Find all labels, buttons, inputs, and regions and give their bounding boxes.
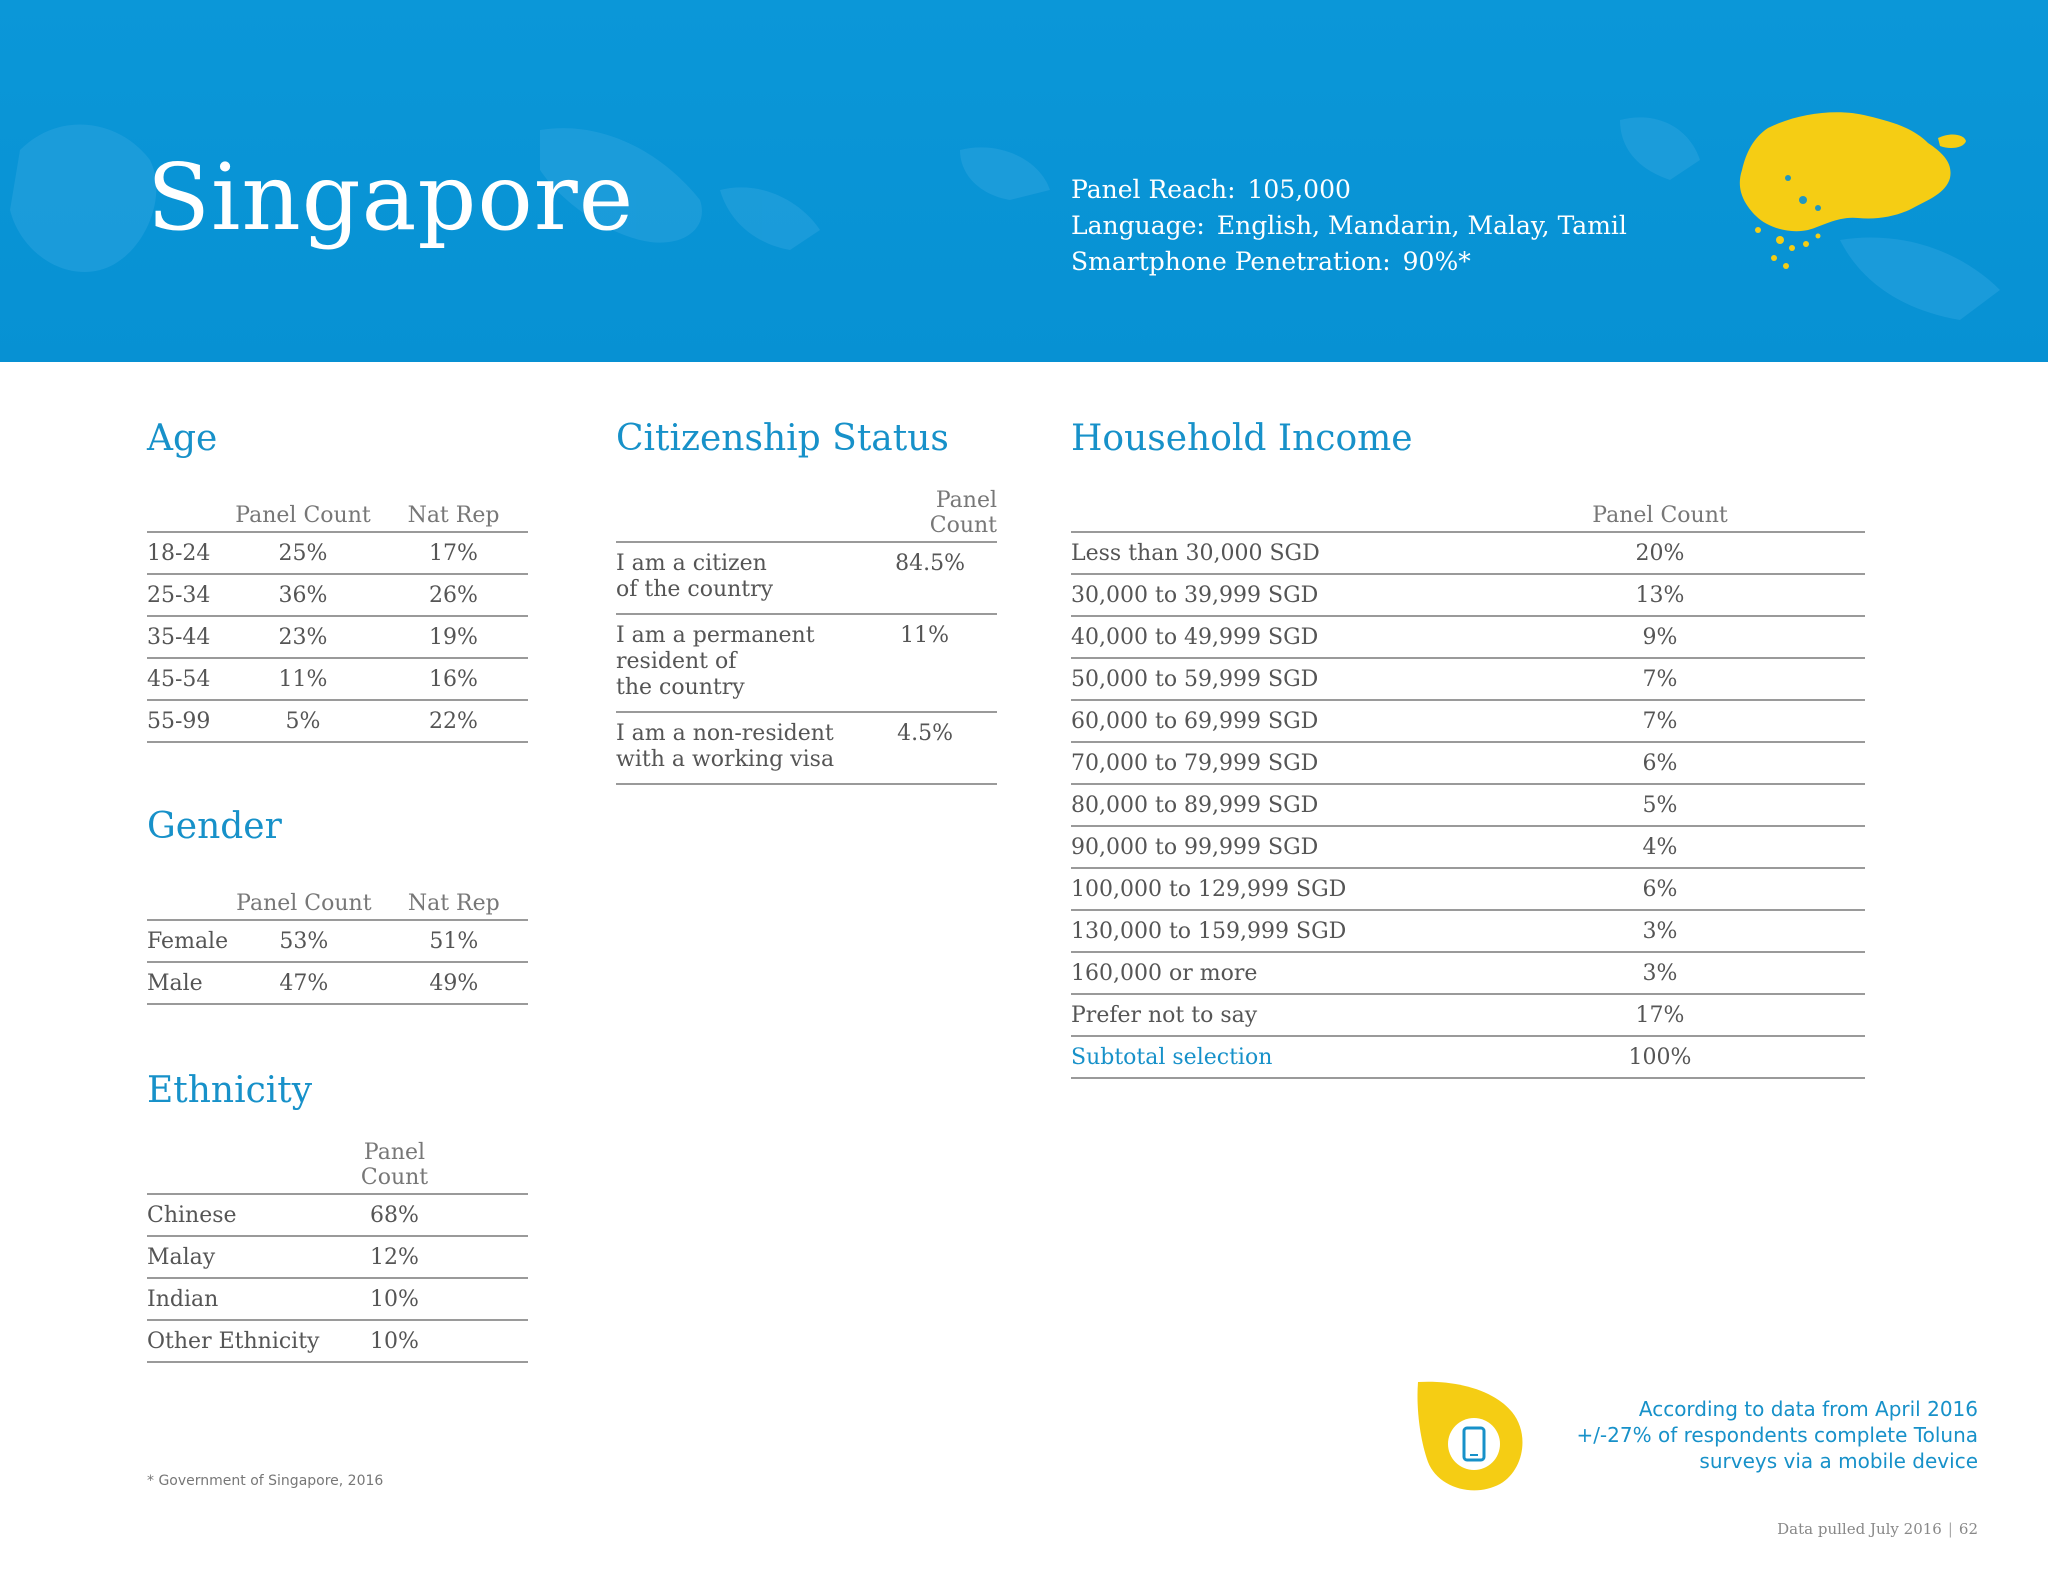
fact-label: Language:	[1071, 211, 1205, 240]
table-row	[1071, 616, 1865, 658]
empty-cell	[1749, 868, 1865, 910]
row-label: 18-24	[147, 532, 227, 574]
nat-rep-cell: 19%	[379, 616, 528, 658]
table-row	[1071, 868, 1865, 910]
empty-cell	[1749, 826, 1865, 868]
panel-count-cell: 5%	[227, 700, 379, 742]
panel-count-cell: 17%	[1571, 994, 1749, 1036]
column-header-blank	[147, 1140, 337, 1194]
row-label: Indian	[147, 1278, 337, 1320]
row-label-line: I am a permanent	[616, 623, 815, 648]
table-row	[147, 616, 528, 658]
column-header-blank	[616, 488, 866, 542]
empty-cell	[1749, 742, 1865, 784]
empty-cell	[1749, 952, 1865, 994]
empty-cell	[1749, 1036, 1865, 1078]
table-header-row	[147, 1140, 528, 1194]
fact-label: Panel Reach:	[1071, 175, 1236, 204]
household-income-title: Household Income	[1071, 418, 1413, 459]
empty-cell	[452, 1320, 528, 1362]
row-label: 30,000 to 39,999 SGD	[1071, 574, 1571, 616]
table-header-row	[147, 488, 528, 532]
table-row	[1071, 784, 1865, 826]
subtotal-row	[1071, 1036, 1865, 1078]
row-label: 160,000 or more	[1071, 952, 1571, 994]
empty-cell	[1749, 910, 1865, 952]
subtotal-label: Subtotal selection	[1071, 1036, 1571, 1078]
footnote: * Government of Singapore, 2016	[147, 1473, 384, 1489]
row-label: Prefer not to say	[1071, 994, 1571, 1036]
nat-rep-cell: 22%	[379, 700, 528, 742]
table-row	[1071, 952, 1865, 994]
ethnicity-table	[147, 1140, 528, 1363]
empty-cell	[1749, 532, 1865, 574]
table-row	[147, 574, 528, 616]
panel-count-cell: 5%	[1571, 784, 1749, 826]
row-label: Other Ethnicity	[147, 1320, 337, 1362]
column-header-blank	[1749, 488, 1865, 532]
table-row	[1071, 658, 1865, 700]
household-income-table	[1071, 488, 1865, 1079]
age-table	[147, 488, 528, 743]
row-label: 70,000 to 79,999 SGD	[1071, 742, 1571, 784]
row-label-line: I am a non-resident	[616, 721, 834, 746]
row-label	[616, 712, 866, 784]
table-row	[1071, 826, 1865, 868]
nat-rep-cell: 17%	[379, 532, 528, 574]
panel-count-cell: 13%	[1571, 574, 1749, 616]
table-row	[147, 1194, 528, 1236]
page-number: 62	[1958, 1520, 1978, 1538]
nat-rep-cell: 26%	[379, 574, 528, 616]
panel-facts	[1071, 172, 1627, 280]
panel-count-cell: 12%	[337, 1236, 452, 1278]
panel-count-cell: 20%	[1571, 532, 1749, 574]
table-row	[1071, 994, 1865, 1036]
row-label	[616, 542, 866, 614]
nat-rep-cell: 49%	[380, 962, 528, 1004]
empty-cell	[452, 1278, 528, 1320]
subtotal-value: 100%	[1571, 1036, 1749, 1078]
mobile-device-icon	[1412, 1378, 1528, 1494]
table-row	[1071, 742, 1865, 784]
table-row	[616, 614, 997, 712]
panel-count-cell: 23%	[227, 616, 379, 658]
column-header-blank	[1071, 488, 1571, 532]
panel-count-cell: 6%	[1571, 742, 1749, 784]
panel-count-cell: 36%	[227, 574, 379, 616]
footer-separator: |	[1947, 1520, 1953, 1538]
table-row	[147, 1320, 528, 1362]
fact-panel-reach	[1071, 172, 1627, 208]
empty-cell	[1749, 700, 1865, 742]
table-row	[1071, 532, 1865, 574]
table-header-row	[147, 876, 528, 920]
fact-language	[1071, 208, 1627, 244]
table-row	[147, 658, 528, 700]
table-row	[147, 700, 528, 742]
row-label: Chinese	[147, 1194, 337, 1236]
table-row	[616, 712, 997, 784]
column-header-blank	[452, 1140, 528, 1194]
data-pulled-note: Data pulled July 2016	[1777, 1520, 1942, 1538]
table-row	[1071, 700, 1865, 742]
column-header-nat-rep: Nat Rep	[407, 891, 500, 916]
mobile-note-line: surveys via a mobile device	[1699, 1449, 1978, 1473]
row-label: 55-99	[147, 700, 227, 742]
citizenship-title: Citizenship Status	[616, 418, 949, 459]
row-label-line: I am a citizen	[616, 551, 767, 576]
panel-count-cell: 7%	[1571, 658, 1749, 700]
table-row	[147, 962, 528, 1004]
panel-count-cell: 3%	[1571, 910, 1749, 952]
table-row	[1071, 910, 1865, 952]
panel-count-cell: 53%	[228, 920, 379, 962]
row-label: 50,000 to 59,999 SGD	[1071, 658, 1571, 700]
gender-table	[147, 876, 528, 1005]
panel-count-cell: 9%	[1571, 616, 1749, 658]
table-row	[147, 1236, 528, 1278]
row-label: Malay	[147, 1236, 337, 1278]
panel-count-cell: 47%	[228, 962, 379, 1004]
table-row	[1071, 574, 1865, 616]
column-header-panel-count: Panel Count	[235, 503, 371, 528]
gender-title: Gender	[147, 806, 282, 847]
country-title: Singapore	[147, 144, 635, 251]
fact-value: English, Mandarin, Malay, Tamil	[1216, 211, 1627, 240]
mobile-note	[1518, 1396, 1978, 1474]
row-label: 100,000 to 129,999 SGD	[1071, 868, 1571, 910]
nat-rep-cell: 16%	[379, 658, 528, 700]
row-label	[616, 614, 866, 712]
column-header-blank	[147, 876, 228, 920]
mobile-note-line: According to data from April 2016	[1638, 1397, 1978, 1421]
citizenship-table	[616, 488, 997, 785]
empty-cell	[452, 1236, 528, 1278]
column-header-blank	[147, 488, 227, 532]
fact-value: 105,000	[1247, 175, 1351, 204]
panel-count-cell: 11%	[227, 658, 379, 700]
table-row	[616, 542, 997, 614]
panel-count-cell: 84.5%	[866, 542, 997, 614]
column-header-nat-rep: Nat Rep	[407, 503, 500, 528]
ethnicity-title: Ethnicity	[147, 1070, 313, 1111]
age-title: Age	[147, 418, 218, 459]
panel-count-cell: 10%	[337, 1278, 452, 1320]
row-label-line: of the country	[616, 577, 774, 602]
fact-value: 90%*	[1402, 247, 1471, 276]
row-label: 35-44	[147, 616, 227, 658]
panel-count-cell: 7%	[1571, 700, 1749, 742]
row-label: 60,000 to 69,999 SGD	[1071, 700, 1571, 742]
column-header-panel-count: Panel Count	[360, 1140, 429, 1190]
row-label-line: resident of	[616, 649, 737, 674]
table-row	[147, 920, 528, 962]
column-header-panel-count: Panel Count	[929, 488, 997, 538]
panel-count-cell: 11%	[866, 614, 997, 712]
fact-smartphone-penetration	[1071, 244, 1627, 280]
page-footer	[1777, 1520, 1978, 1538]
fact-label: Smartphone Penetration:	[1071, 247, 1391, 276]
row-label: Less than 30,000 SGD	[1071, 532, 1571, 574]
row-label-line: the country	[616, 675, 745, 700]
table-row	[147, 1278, 528, 1320]
empty-cell	[1749, 658, 1865, 700]
column-header-panel-count: Panel Count	[236, 891, 372, 916]
row-label: 130,000 to 159,999 SGD	[1071, 910, 1571, 952]
panel-count-cell: 6%	[1571, 868, 1749, 910]
column-header-panel-count: Panel Count	[1592, 503, 1728, 528]
empty-cell	[1749, 574, 1865, 616]
row-label: 80,000 to 89,999 SGD	[1071, 784, 1571, 826]
panel-count-cell: 68%	[337, 1194, 452, 1236]
empty-cell	[1749, 616, 1865, 658]
singapore-map-icon	[1728, 108, 1968, 278]
mobile-note-line: +/-27% of respondents complete Toluna	[1576, 1423, 1978, 1447]
empty-cell	[1749, 994, 1865, 1036]
panel-count-cell: 4%	[1571, 826, 1749, 868]
table-header-row	[616, 488, 997, 542]
panel-count-cell: 10%	[337, 1320, 452, 1362]
row-label-line: with a working visa	[616, 747, 835, 772]
header-banner	[0, 0, 2048, 362]
nat-rep-cell: 51%	[380, 920, 528, 962]
row-label: 25-34	[147, 574, 227, 616]
row-label: Female	[147, 920, 228, 962]
row-label: 40,000 to 49,999 SGD	[1071, 616, 1571, 658]
panel-count-cell: 25%	[227, 532, 379, 574]
empty-cell	[452, 1194, 528, 1236]
row-label: Male	[147, 962, 228, 1004]
panel-count-cell: 4.5%	[866, 712, 997, 784]
empty-cell	[1749, 784, 1865, 826]
row-label: 90,000 to 99,999 SGD	[1071, 826, 1571, 868]
table-header-row	[1071, 488, 1865, 532]
table-row	[147, 532, 528, 574]
row-label: 45-54	[147, 658, 227, 700]
panel-count-cell: 3%	[1571, 952, 1749, 994]
